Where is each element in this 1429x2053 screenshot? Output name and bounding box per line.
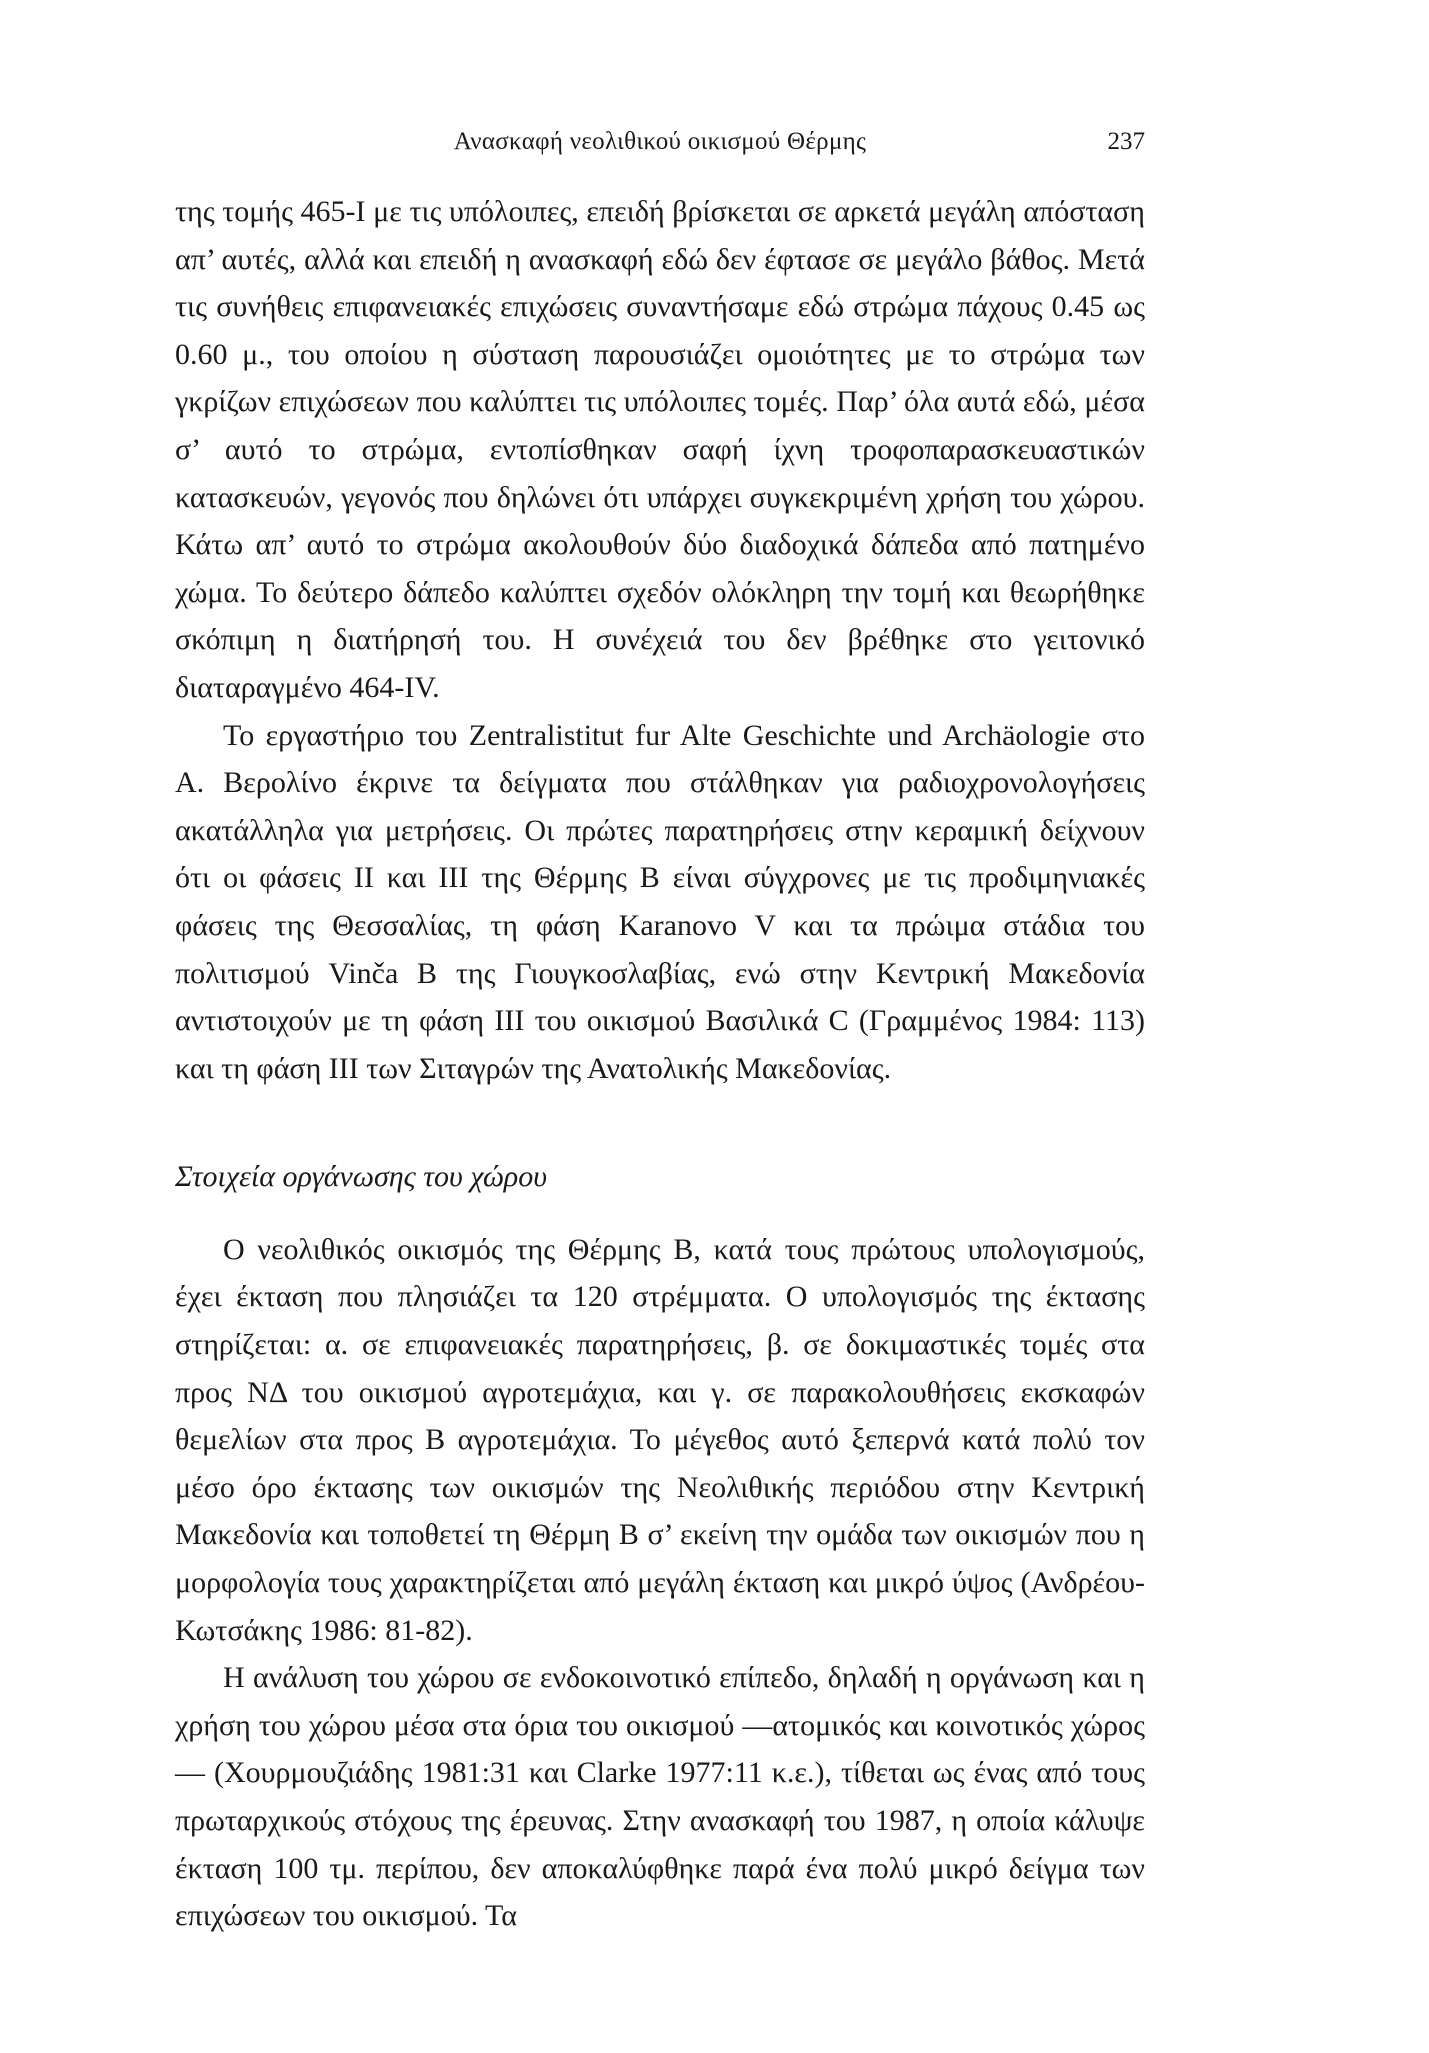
- body-text: [175, 188, 1145, 1940]
- paragraph-dating: Το εργαστήριο του Zentralistitut fur Alte Geschichte und Archäologie στο Α. Βερολίνο έκρινε τα δείγματα που στάλθηκαν για ραδιοχρονολογήσεις ακατάλληλα για μετρήσεις. Οι πρώτες παρατηρήσεις στην κεραμική δείχνουν ότι οι φάσεις ΙΙ και ΙΙΙ της Θέρμης Β είναι σύγχρονες με τις προδιμηνιακές φάσεις της Θεσσαλίας, τη φάση Karanovo V και τα πρώιμα στάδια του πολιτισμού Vinča B της Γιουγκοσλαβίας, ενώ στην Κεντρική Μακεδονία αντιστοιχούν με τη φάση ΙΙΙ του οικισμού Βασιλικά C (Γραμμένος 1984: 113) και τη φάση ΙΙΙ των Σιταγρών της Ανατολικής Μακεδονίας.: [175, 718, 1145, 1085]
- paragraph-settlement-size: Ο νεολιθικός οικισμός της Θέρμης Β, κατά τους πρώτους υπολογισμούς, έχει έκταση που πλησιάζει τα 120 στρέμματα. Ο υπολογισμός της έκτασης στηρίζεται: α. σε επιφανειακές παρατηρήσεις, β. σε δοκιμαστικές τομές στα προς ΝΔ του οικισμού αγροτεμάχια, και γ. σε παρακολουθήσεις εκσκαφών θεμελίων στα προς Β αγροτεμάχια. Το μέγεθος αυτό ξεπερνά κατά πολύ τον μέσο όρο έκτασης των οικισμών της Νεολιθικής περιόδου στην Κεντρική Μακεδονία και τοποθετεί τη Θέρμη Β σ’ εκείνη την ομάδα των οικισμών που η μορφολογία τους χαρακτηρίζεται από μεγάλη έκταση και μικρό ύψος (Ανδρέου-Κωτσάκης 1986: 81-82).: [175, 1232, 1145, 1647]
- paragraph-space-analysis: Η ανάλυση του χώρου σε ενδοκοινοτικό επίπεδο, δηλαδή η οργάνωση και η χρήση του χώρου μέσα στα όρια του οικισμού —ατομικός και κοινοτικός χώρος— (Χουρμουζιάδης 1981:31 και Clarke 1977:11 κ.ε.), τίθεται ως ένας από τους πρωταρχικούς στόχους της έρευνας. Στην ανασκαφή του 1987, η οποία κάλυψε έκταση 100 τμ. περίπου, δεν αποκαλύφθηκε παρά ένα πολύ μικρό δείγμα των επιχώσεων του οικισμού. Τα: [175, 1661, 1145, 1933]
- page-number: 237: [1107, 128, 1145, 155]
- paragraph-continued: της τομής 465-Ι με τις υπόλοιπες, επειδή βρίσκεται σε αρκετά μεγάλη απόσταση απ’ αυτές, αλλά και επειδή η ανασκαφή εδώ δεν έφτασε σε μεγάλο βάθος. Μετά τις συνήθεις επιφανειακές επιχώσεις συναντήσαμε εδώ στρώμα πάχους 0.45 ως 0.60 μ., του οποίου η σύσταση παρουσιάζει ομοιότητες με το στρώμα των γκρίζων επιχώσεων που καλύπτει τις υπόλοιπες τομές. Παρ’ όλα αυτά εδώ, μέσα σ’ αυτό το στρώμα, εντοπίσθηκαν σαφή ίχνη τροφοπαρασκευαστικών κατασκευών, γεγονός που δηλώνει ότι υπάρχει συγκεκριμένη χρήση του χώρου. Κάτω απ’ αυτό το στρώμα ακολουθούν δύο διαδοχικά δάπεδα από πατημένο χώμα. Το δεύτερο δάπεδο καλύπτει σχεδόν ολόκληρη την τομή και θεωρήθηκε σκόπιμη η διατήρησή του. Η συνέχειά του δεν βρέθηκε στο γειτονικό διαταραγμένο 464-IV.: [175, 195, 1145, 704]
- running-title: Ανασκαφή νεολιθικού οικισμού Θέρμης: [453, 128, 867, 155]
- running-header: [175, 128, 1145, 172]
- section-heading: Στοιχεία οργάνωσης του χώρου: [175, 1160, 547, 1194]
